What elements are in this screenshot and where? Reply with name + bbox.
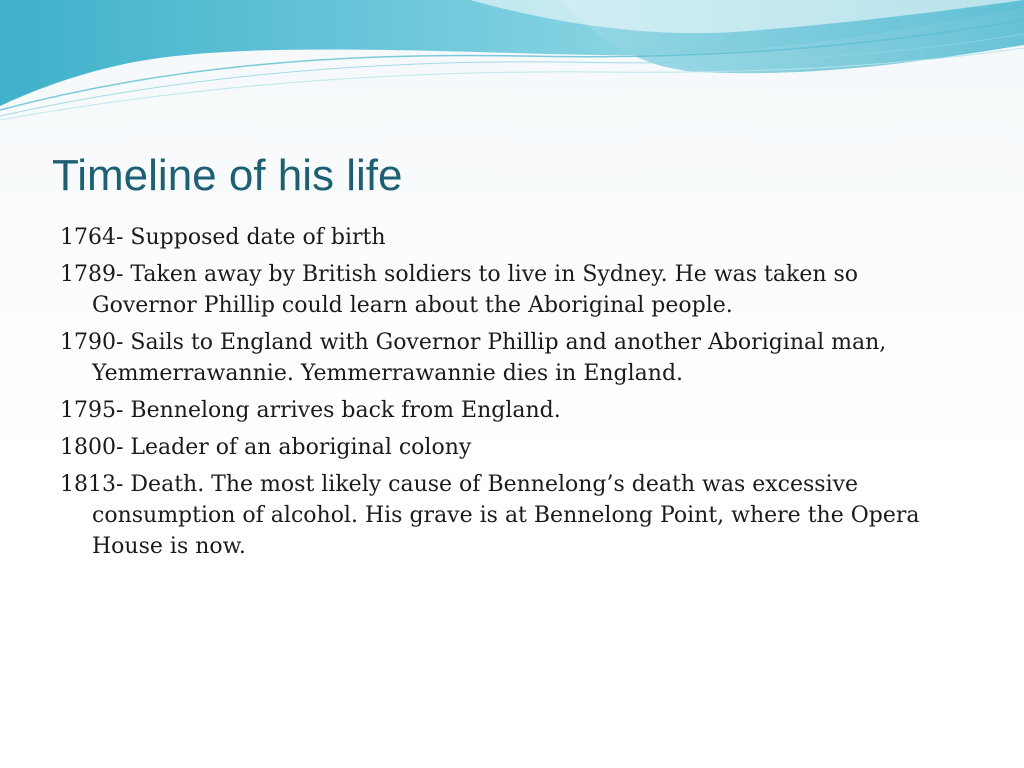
timeline-item-1789: 1789- Taken away by British soldiers to live in Sydney. He was taken so Governor Phillip could learn about the Aboriginal people. (60, 262, 859, 318)
timeline-item-1813: 1813- Death. The most likely cause of Bennelong’s death was excessive consumption of alcohol. His grave is at Bennelong Point, where the Opera House is now. (60, 472, 920, 559)
timeline-item-1800: 1800- Leader of an aboriginal colony (60, 435, 472, 460)
wave-decoration (0, 0, 1024, 130)
timeline-item-1795: 1795- Bennelong arrives back from England. (60, 398, 561, 423)
timeline-item-1764: 1764- Supposed date of birth (60, 225, 386, 250)
timeline-item-1790: 1790- Sails to England with Governor Phillip and another Aboriginal man, Yemmerrawannie. Yemmerrawannie dies in England. (60, 330, 887, 386)
timeline-list (60, 222, 960, 568)
slide-title: Timeline of his life (52, 151, 403, 200)
